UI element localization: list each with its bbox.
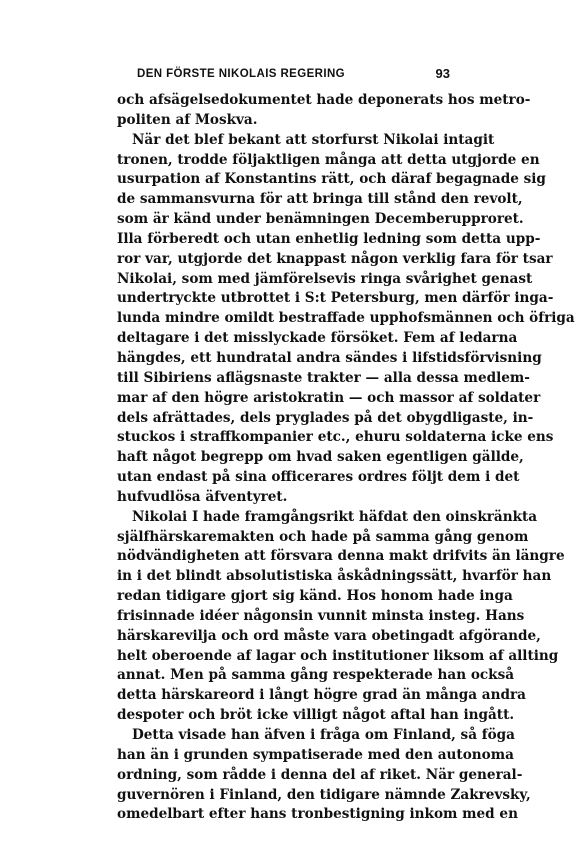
text-line: utan endast på sina officerares ordres följt dem i det <box>117 469 520 486</box>
text-line: han än i grunden sympatiserade med den autonoma <box>117 746 514 763</box>
text-line: omedelbart efter hans tronbestigning inkom med en <box>117 806 518 823</box>
text-line: dels afrättades, dels pryglades på det obygdligaste, in- <box>117 409 534 426</box>
body-text <box>117 91 575 825</box>
page-number: 93 <box>435 66 450 81</box>
text-line: hängdes, ett hundratal andra sändes i lifstidsförvisning <box>117 349 542 366</box>
text-line: Detta visade han äfven i fråga om Finland, så föga <box>132 727 515 743</box>
text-line: de sammansvurna för att bringa till stånd den revolt, <box>117 191 523 208</box>
text-line: mar af den högre aristokratin — och massor af soldater <box>117 389 541 406</box>
text-line: politen af Moskva. <box>117 111 258 128</box>
text-line: guvernören i Finland, den tidigare nämnde Zakrevsky, <box>117 786 531 803</box>
text-line: detta härskareord i långt högre grad än många andra <box>117 687 526 704</box>
text-line: som är känd under benämningen Decemberupproret. <box>117 211 524 228</box>
text-line: haft något begrepp om hvad saken egentligen gällde, <box>117 449 524 466</box>
text-line: själfhärskaremakten och hade på samma gång genom <box>117 528 529 545</box>
text-line: stuckos i straffkompanier etc., ehuru soldaterna icke ens <box>117 429 554 446</box>
running-title: DEN FÖRSTE NIKOLAIS REGERING <box>137 68 345 80</box>
text-line: Illa förberedt och utan enhetlig ledning som detta upp- <box>117 230 541 247</box>
text-line: usurpation af Konstantins rätt, och däraf begagnade sig <box>117 171 546 188</box>
text-line: deltagare i det misslyckade försöket. Fem af ledarna <box>117 330 518 347</box>
text-line: härskarevilja och ord måste vara obetingadt afgörande, <box>117 627 541 644</box>
text-line: tronen, trodde följaktligen många att detta utgjorde en <box>117 151 540 168</box>
text-line: till Sibiriens aflägsnaste trakter — alla dessa medlem- <box>117 369 530 386</box>
text-line: ror var, utgjorde det knappast någon verklig fara för tsar <box>117 250 553 267</box>
text-line: undertryckte utbrottet i S:t Petersburg, men därför inga- <box>117 290 554 307</box>
text-line: annat. Men på samma gång respekterade han också <box>117 667 515 684</box>
text-line: ordning, som rådde i denna del af riket. När general- <box>117 766 523 783</box>
text-line: Nikolai, som med jämförelsevis ringa svårighet genast <box>117 270 533 287</box>
text-line: lunda mindre omildt bestraffade upphofsmännen och öfriga <box>117 310 575 327</box>
text-line: hufvudlösa äfventyret. <box>117 488 288 505</box>
text-line: nödvändigheten att försvara denna makt drifvits än längre <box>117 548 565 565</box>
text-line: despoter och bröt icke villigt något aftal han ingått. <box>117 707 515 724</box>
text-line: in i det blindt absolutistiska åskådningssätt, hvarför han <box>117 568 552 585</box>
text-line: och afsägelsedokumentet hade deponerats hos metro- <box>117 92 531 108</box>
text-line: frisinnade idéer någonsin vunnit minsta insteg. Hans <box>117 607 525 624</box>
text-line: När det blef bekant att storfurst Nikolai intagit <box>132 131 495 148</box>
text-line: Nikolai I hade framgångsrikt häfdat den oinskränkta <box>132 508 538 525</box>
text-line: helt oberoende af lagar och institutioner liksom af allting <box>117 647 559 664</box>
text-line: redan tidigare gjort sig känd. Hos honom hade inga <box>117 588 513 605</box>
